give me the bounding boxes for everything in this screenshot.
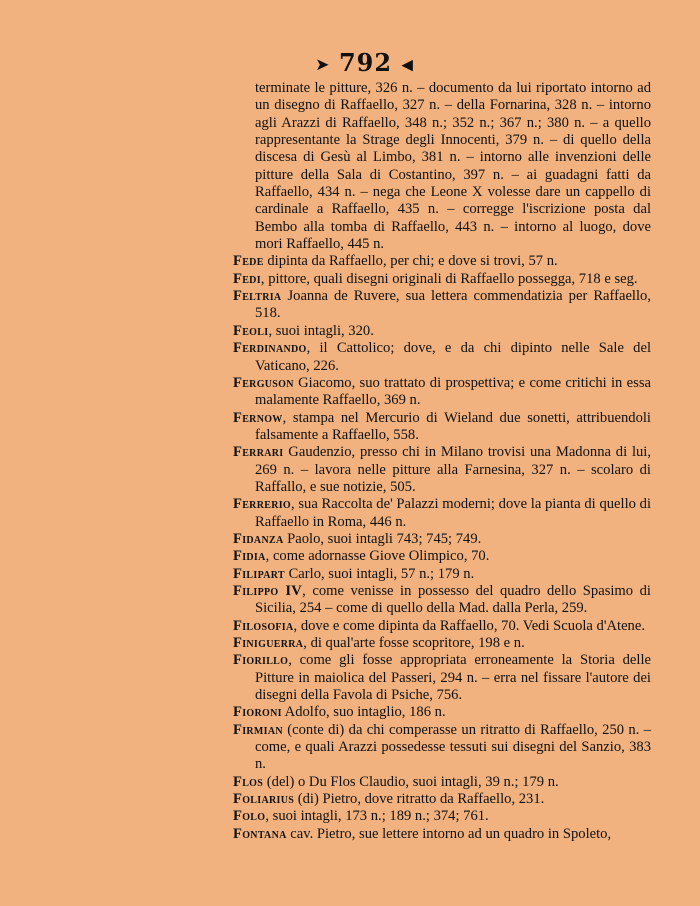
index-entry xyxy=(233,375,651,410)
index-entry xyxy=(233,444,651,496)
entry-text: , suoi intagli, 320. xyxy=(268,322,374,339)
entry-text: (del) o Du Flos Claudio, suoi intagli, 39 n.; 179 n. xyxy=(266,773,559,790)
entry-head: Fidia xyxy=(233,548,266,565)
entry-head: Flos xyxy=(233,773,264,790)
entry-head: Fioroni xyxy=(233,704,282,721)
entry-text: , il Cattolico; dove, e da chi dipinto nelle Sale del Vaticano, 226. xyxy=(255,340,651,374)
entry-text: , come gli fosse appropriata erroneamente la Storia delle Pitture in maiolica del Passeri, 294 n. – erra nel fissare l'autore dei disegni della Favola di Psiche, 756. xyxy=(255,652,651,704)
index-entry xyxy=(233,652,651,704)
entry-text: (conte di) da chi comperasse un ritratto di Raffaello, 250 n. – come, e quali Arazzi possedesse tessuti sui disegni del Sanzio, 383 n. xyxy=(255,721,651,773)
index-entry xyxy=(233,271,651,288)
entry-text: Joanna de Ruvere, sua lettera commendatizia per Raffaello, 518. xyxy=(255,288,651,322)
entry-text: , dove e come dipinta da Raffaello, 70. Vedi Scuola d'Atene. xyxy=(293,617,645,634)
ornament-left-icon: ➤ xyxy=(316,55,330,74)
index-entry xyxy=(233,826,651,843)
entry-text: , di qual'arte fosse scopritore, 198 e n. xyxy=(303,635,525,651)
index-entry xyxy=(233,635,651,652)
entry-text: , stampa nel Mercurio di Wieland due sonetti, attribuendoli falsamente a Raffaello, 558. xyxy=(255,409,651,443)
index-column xyxy=(233,80,651,843)
index-entry-continuation xyxy=(233,80,651,253)
index-entry xyxy=(233,583,651,618)
entry-text: Gaudenzio, presso chi in Milano trovisi una Madonna di lui, 269 n. – lavora nelle pitture alla Farnesina, 327 n. – scolaro di Raffallo, e sue notizie, 505. xyxy=(255,444,652,495)
entry-head: Fidanza xyxy=(233,530,284,547)
entry-text: (di) Pietro, dove ritratto da Raffaello, 231. xyxy=(297,791,545,808)
index-entry xyxy=(233,791,651,808)
index-entry xyxy=(233,253,651,270)
index-entry xyxy=(233,808,651,825)
index-entry xyxy=(233,288,651,323)
entry-text: , come adornasse Giove Olimpico, 70. xyxy=(265,548,490,565)
entry-text: Carlo, suoi intagli, 57 n.; 179 n. xyxy=(288,565,475,582)
entry-text: , come venisse in possesso del quadro dello Spasimo di Sicilia, 254 – come di quello della Mad. dalla Perla, 259. xyxy=(255,582,651,617)
index-entry xyxy=(233,531,651,548)
entry-head: Folo xyxy=(233,808,266,825)
index-entry xyxy=(233,618,651,635)
index-entry xyxy=(233,722,651,774)
index-entry xyxy=(233,774,651,791)
entry-head: Fedi xyxy=(233,270,261,287)
page-number xyxy=(0,48,700,77)
entry-text: dipinta da Raffaello, per chi; e dove si trovi, 57 n. xyxy=(267,253,558,270)
entry-head: Ferrerio xyxy=(233,496,291,513)
index-entry xyxy=(233,548,651,565)
entry-head: Ferdinando xyxy=(233,340,307,357)
index-entry xyxy=(233,496,651,531)
index-entry xyxy=(233,566,651,583)
entry-head: Fede xyxy=(233,253,264,270)
entry-head: Firmian xyxy=(233,721,283,738)
entry-head: Fiorillo xyxy=(233,652,289,669)
entry-head: Ferguson xyxy=(233,374,294,391)
ornament-right-icon: ◀ xyxy=(401,55,414,74)
entry-text: Adolfo, suo intaglio, 186 n. xyxy=(284,704,446,721)
entry-text: Paolo, suoi intagli 743; 745; 749. xyxy=(287,530,482,547)
entry-text: , suoi intagli, 173 n.; 189 n.; 374; 761. xyxy=(265,808,489,825)
entry-text: , sua Raccolta de' Palazzi moderni; dove la pianta di quello di Raffaello in Roma, 446 n. xyxy=(255,496,651,530)
entry-head: Feltria xyxy=(233,288,282,305)
page-number-value: 792 xyxy=(338,48,393,77)
entry-text: Giacomo, suo trattato di prospettiva; e come critichi in essa malamente Raffaello, 369 n. xyxy=(255,374,651,409)
entry-head: Fernow xyxy=(233,409,283,426)
index-entry xyxy=(233,704,651,721)
entry-head: Ferrari xyxy=(233,444,284,461)
entry-head: Filipart xyxy=(233,565,285,582)
entry-head: Foliarius xyxy=(233,791,295,808)
entry-head: Filosofia xyxy=(233,617,294,634)
entry-text: terminate le pitture, 326 n. – documento da lui riportato intorno ad un disegno di Raffaello, 327 n. – della Fornarina, 328 n. – intorno agli Arazzi di Raffaello, 348 n.; 352 n.; 367 n.; 380 n. – a quello rappresentante la Strage degli Innocenti, 379 n. – di quello della discesa di Gesù al Limbo, 381 n. – intorno alle invenzioni delle pitture della Sala di Costantino, 397 n. – ai guadagni fatti da Raffaello, 434 n. – nega che Leone X volesse dare un cappello di cardinale a Raffaello, 435 n. – corregge l'iscrizione posta dal Bembo alla tomba di Raffaello, 443 n. – intorno al luogo, dove mori Raffaello, 445 n. xyxy=(255,80,651,253)
entry-head: Filippo IV xyxy=(233,582,303,599)
index-entry xyxy=(233,323,651,340)
entry-head: Finiguerra xyxy=(233,635,304,651)
entry-text: cav. Pietro, sue lettere intorno ad un quadro in Spoleto, xyxy=(290,825,612,842)
index-entry xyxy=(233,340,651,375)
entry-text: , pittore, quali disegni originali di Raffaello possegga, 718 e seg. xyxy=(260,270,638,287)
entry-head: Fontana xyxy=(233,825,287,842)
entry-head: Feoli xyxy=(233,322,269,339)
index-entry xyxy=(233,410,651,445)
